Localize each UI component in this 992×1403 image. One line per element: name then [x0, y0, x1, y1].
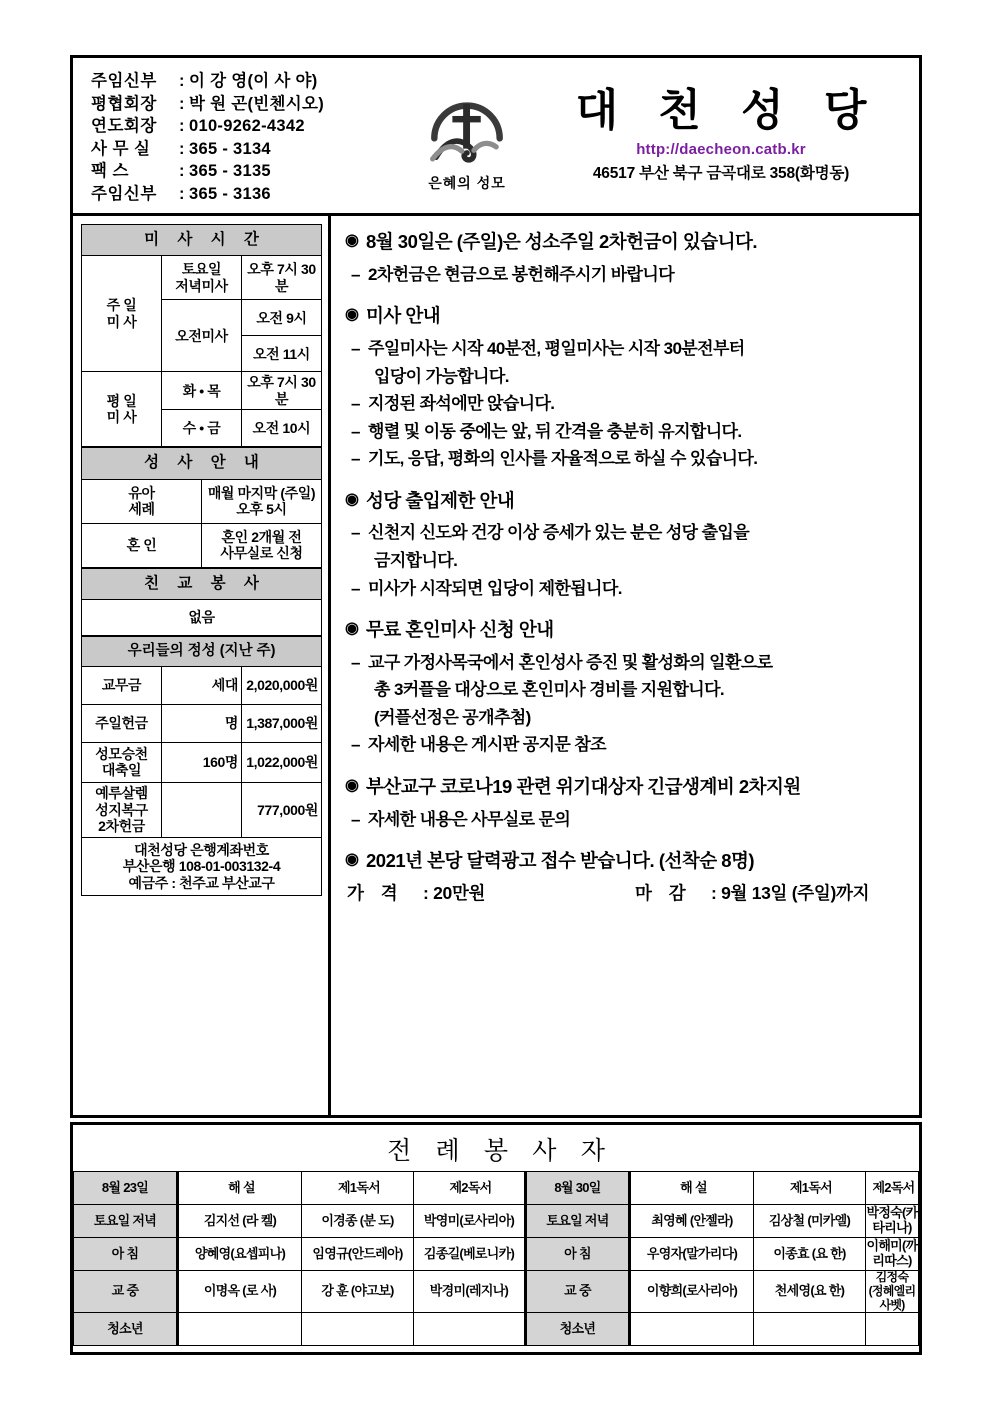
announcements-column — [331, 216, 919, 1115]
fellowship-table — [81, 568, 322, 636]
dash-icon: – — [351, 264, 360, 284]
offering-amount: 2,020,000원 — [242, 666, 322, 704]
contact-colon: : — [179, 162, 185, 180]
contact-label: 연도회장 — [91, 117, 157, 135]
contact-row — [91, 115, 403, 138]
server-name: 김종길(베로니카) — [414, 1238, 526, 1271]
contact-value: 365 - 3134 — [189, 139, 271, 158]
offering-amount: 1,387,000원 — [242, 704, 322, 742]
liturgical-servers-panel — [70, 1122, 922, 1355]
announcement-heading — [345, 228, 909, 256]
offering-count: 명 — [162, 704, 242, 742]
mass-time: 오후 7시 30분 — [242, 256, 322, 300]
main-frame — [70, 55, 922, 1118]
sacrament-value: 매월 마지막 (주일) 오후 5시 — [202, 479, 322, 523]
row-key: 교 중 — [526, 1271, 630, 1313]
bullet-icon: ◉ — [345, 306, 359, 324]
server-name: 김정숙 (정혜엘리사벳) — [866, 1271, 919, 1313]
sacraments-table — [81, 447, 322, 567]
offering-label: 예루살렘 성지복구 2차헌금 — [82, 782, 162, 837]
sacrament-value: 혼인 2개월 전 사무실로 신청 — [202, 523, 322, 567]
server-name: 이향희(로사리아) — [630, 1271, 754, 1313]
right-date-header: 8월 30일 — [526, 1172, 630, 1205]
server-name: 박경미(레지나) — [414, 1271, 526, 1313]
bullet-icon: ◉ — [345, 851, 359, 869]
announcement-sub-text: 2차헌금은 현금으로 봉헌해주시기 바랍니다 — [368, 264, 675, 284]
contact-block — [73, 58, 403, 213]
mass-time: 오전 9시 — [242, 300, 322, 336]
offerings-table — [81, 636, 322, 896]
announcement-sub-text: 행렬 및 이동 중에는 앞, 뒤 간격을 충분히 유지합니다. — [368, 421, 742, 441]
column-header: 제2독서 — [866, 1172, 919, 1205]
dash-icon: – — [351, 339, 360, 359]
announcement-sub-text: 자세한 내용은 게시판 공지문 참조 — [368, 735, 607, 755]
contact-row — [91, 70, 403, 93]
contact-row — [91, 138, 403, 161]
sacrament-label: 유아 세례 — [82, 479, 202, 523]
church-address: 46517 부산 북구 금곡대로 358(화명동) — [592, 165, 850, 183]
servers-title: 전 례 봉 사 자 — [387, 1138, 614, 1165]
contact-colon: : — [179, 72, 185, 90]
server-name: 강 훈 (야고보) — [302, 1271, 414, 1313]
announcement-sub — [345, 261, 909, 289]
dash-icon: – — [351, 449, 360, 469]
row-key: 아 침 — [74, 1238, 178, 1271]
server-name: 김지선 (라 켈) — [178, 1205, 302, 1238]
row-key: 청소년 — [74, 1313, 178, 1346]
announcement-heading-text: 8월 30일은 (주일)은 성소주일 2차헌금이 있습니다. — [366, 231, 757, 252]
mass-type: 화 • 목 — [162, 372, 242, 410]
logo-block — [403, 58, 531, 213]
mass-type: 수 • 금 — [162, 410, 242, 447]
mass-sunday-label: 주 일 미 사 — [82, 256, 162, 372]
dash-icon: – — [351, 421, 360, 441]
bullet-icon: ◉ — [345, 232, 359, 249]
mass-type: 오전미사 — [162, 300, 242, 372]
announcement-sub — [345, 519, 909, 547]
deadline-value: : 9월 13일 (주일)까지 — [711, 882, 870, 903]
announcement-continuation: (커플선정은 공개추첨) — [374, 707, 531, 727]
announcement-continuation: 총 3커플을 대상으로 혼인미사 경비를 지원합니다. — [374, 680, 725, 700]
row-key: 토요일 저녁 — [526, 1205, 630, 1238]
bullet-icon: ◉ — [345, 490, 359, 508]
bank-line-3: 예금주 : 천주교 부산교구 — [128, 874, 275, 891]
announcement-sub-text: 자세한 내용은 사무실로 문의 — [368, 809, 571, 829]
table-row — [74, 1238, 919, 1271]
fellowship-title: 친 교 봉 사 — [82, 568, 322, 599]
contact-value: 박 원 곤(빈첸시오) — [189, 94, 325, 113]
server-name — [866, 1313, 919, 1346]
sacraments-title: 성 사 안 내 — [82, 448, 322, 479]
dash-icon: – — [351, 735, 360, 755]
contact-colon: : — [179, 94, 185, 113]
fellowship-value: 없음 — [82, 599, 322, 635]
church-name: 대 천 성 당 — [575, 85, 881, 135]
server-name — [178, 1313, 302, 1346]
table-row — [74, 1205, 919, 1238]
announcement-continuation: 입당이 가능합니다. — [374, 366, 509, 386]
server-name: 이경종 (분 도) — [302, 1205, 414, 1238]
contact-row — [91, 160, 403, 183]
offering-amount: 777,000원 — [242, 782, 322, 837]
announcement-heading-text: 부산교구 코로나19 관련 위기대상자 긴급생계비 2차지원 — [366, 775, 801, 797]
contact-label: 주임신부 — [91, 184, 157, 203]
mass-time: 오전 10시 — [242, 410, 322, 447]
sacrament-label: 혼 인 — [82, 523, 202, 567]
contact-value: 365 - 3135 — [189, 162, 271, 180]
logo-caption: 은혜의 성모 — [428, 174, 506, 191]
announcement-sub-text: 미사가 시작되면 입당이 제한됩니다. — [368, 578, 622, 598]
row-key: 토요일 저녁 — [74, 1205, 178, 1238]
bullet-icon: ◉ — [345, 776, 359, 794]
contact-value: 365 - 3136 — [189, 184, 271, 203]
server-name: 우영자(말가리다) — [630, 1238, 754, 1271]
announcement-sub-text: 기도, 응답, 평화의 인사를 자율적으로 하실 수 있습니다. — [368, 449, 758, 469]
announcement-sub-text: 주일미사는 시작 40분전, 평일미사는 시작 30분전부터 — [368, 339, 745, 359]
mass-schedule-table — [81, 224, 322, 447]
announcement-item — [345, 228, 909, 288]
offerings-title: 우리들의 정성 (지난 주) — [82, 636, 322, 666]
announcement-heading-text: 미사 안내 — [366, 305, 441, 327]
announcement-sub — [345, 418, 909, 446]
column-header: 해 설 — [630, 1172, 754, 1205]
contact-value: 010-9262-4342 — [189, 117, 305, 135]
server-name — [302, 1313, 414, 1346]
server-name: 이종효 (요 한) — [754, 1238, 866, 1271]
bank-line-1: 대천성당 은행계좌번호 — [134, 841, 269, 858]
announcement-sub — [345, 649, 909, 677]
offering-label: 주일헌금 — [82, 704, 162, 742]
contact-value: 이 강 영(이 사 야) — [189, 72, 318, 90]
announcement-heading-text: 2021년 본당 달력광고 접수 받습니다. (선착순 8명) — [366, 850, 755, 872]
server-name: 임영규(안드레아) — [302, 1238, 414, 1271]
contact-row — [91, 93, 403, 116]
announcement-sub-text: 신천지 신도와 건강 이상 증세가 있는 분은 성당 출입을 — [368, 523, 750, 543]
server-name: 박정숙(카타리나) — [866, 1205, 919, 1238]
server-name: 이명옥 (로 사) — [178, 1271, 302, 1313]
announcement-heading — [345, 616, 909, 644]
dash-icon: – — [351, 578, 360, 598]
contact-label: 팩 스 — [91, 162, 129, 180]
dash-icon: – — [351, 809, 360, 829]
announcement-sub — [345, 731, 909, 759]
announcement-heading — [345, 302, 909, 330]
left-column — [73, 216, 331, 1115]
announcement-heading — [345, 847, 909, 875]
offering-count: 160명 — [162, 742, 242, 782]
mass-time: 오전 11시 — [242, 336, 322, 372]
server-name: 박영미(로사리아) — [414, 1205, 526, 1238]
title-block — [531, 58, 919, 213]
mass-schedule-title: 미 사 시 간 — [82, 225, 322, 256]
column-header: 제1독서 — [302, 1172, 414, 1205]
left-date-header: 8월 23일 — [74, 1172, 178, 1205]
calendar-ad-terms — [345, 880, 909, 905]
server-name: 천세영(요 한) — [754, 1271, 866, 1313]
table-header-row — [74, 1172, 919, 1205]
announcement-sub — [345, 445, 909, 473]
dash-icon: – — [351, 394, 360, 414]
announcement-sub-text: 교구 가정사목국에서 혼인성사 증진 및 활성화의 일환으로 — [368, 652, 773, 672]
announcement-heading-text: 무료 혼인미사 신청 안내 — [366, 619, 554, 641]
church-logo-icon — [424, 85, 510, 171]
row-key: 청소년 — [526, 1313, 630, 1346]
offering-count — [162, 782, 242, 837]
mass-time: 오후 7시 30분 — [242, 372, 322, 410]
announcement-item — [345, 487, 909, 602]
dash-icon: – — [351, 652, 360, 672]
server-name: 김상철 (미카엘) — [754, 1205, 866, 1238]
column-header: 제2독서 — [414, 1172, 526, 1205]
announcement-item — [345, 616, 909, 759]
contact-label: 주임신부 — [91, 72, 157, 90]
contact-label: 평협회장 — [91, 94, 157, 113]
server-name: 양혜영(요셉피나) — [178, 1238, 302, 1271]
mass-type: 토요일 저녁미사 — [162, 256, 242, 300]
offering-count: 세대 — [162, 666, 242, 704]
price-value: : 20만원 — [423, 882, 486, 903]
announcement-sub — [345, 806, 909, 834]
offering-label: 교무금 — [82, 666, 162, 704]
contact-colon: : — [179, 184, 185, 203]
contact-label: 사 무 실 — [91, 139, 151, 158]
price-label: 가 격 — [347, 882, 404, 903]
bank-line-2: 부산은행 108-01-003132-4 — [122, 858, 281, 875]
church-url[interactable]: http://daecheon.catb.kr — [636, 141, 806, 159]
announcement-item — [345, 302, 909, 472]
server-name: 이해미(까리따스) — [866, 1238, 919, 1271]
server-name — [754, 1313, 866, 1346]
contact-row — [91, 183, 403, 206]
table-row — [74, 1271, 919, 1313]
announcement-heading — [345, 773, 909, 801]
contact-colon: : — [179, 139, 185, 158]
announcement-sub — [345, 575, 909, 603]
body — [73, 216, 919, 1115]
header — [73, 58, 919, 216]
column-header: 해 설 — [178, 1172, 302, 1205]
contact-colon: : — [179, 117, 185, 135]
offering-amount: 1,022,000원 — [242, 742, 322, 782]
row-key: 교 중 — [74, 1271, 178, 1313]
announcement-continuation: 금지합니다. — [374, 550, 458, 570]
announcement-sub — [345, 390, 909, 418]
announcement-item — [345, 773, 909, 833]
server-name — [630, 1313, 754, 1346]
bullet-icon: ◉ — [345, 620, 359, 638]
bank-account-info — [82, 837, 322, 896]
servers-table — [73, 1171, 919, 1346]
offering-label: 성모승천 대축일 — [82, 742, 162, 782]
server-name: 최영혜 (안젤라) — [630, 1205, 754, 1238]
column-header: 제1독서 — [754, 1172, 866, 1205]
announcement-heading — [345, 487, 909, 515]
row-key: 아 침 — [526, 1238, 630, 1271]
announcement-heading-text: 성당 출입제한 안내 — [366, 489, 515, 511]
table-row — [74, 1313, 919, 1346]
mass-weekday-label: 평 일 미 사 — [82, 372, 162, 447]
announcement-sub — [345, 335, 909, 363]
announcement-item — [345, 847, 909, 905]
announcement-sub-text: 지정된 좌석에만 앉습니다. — [368, 394, 555, 414]
deadline-label: 마 감 — [635, 882, 692, 903]
server-name — [414, 1313, 526, 1346]
dash-icon: – — [351, 523, 360, 543]
